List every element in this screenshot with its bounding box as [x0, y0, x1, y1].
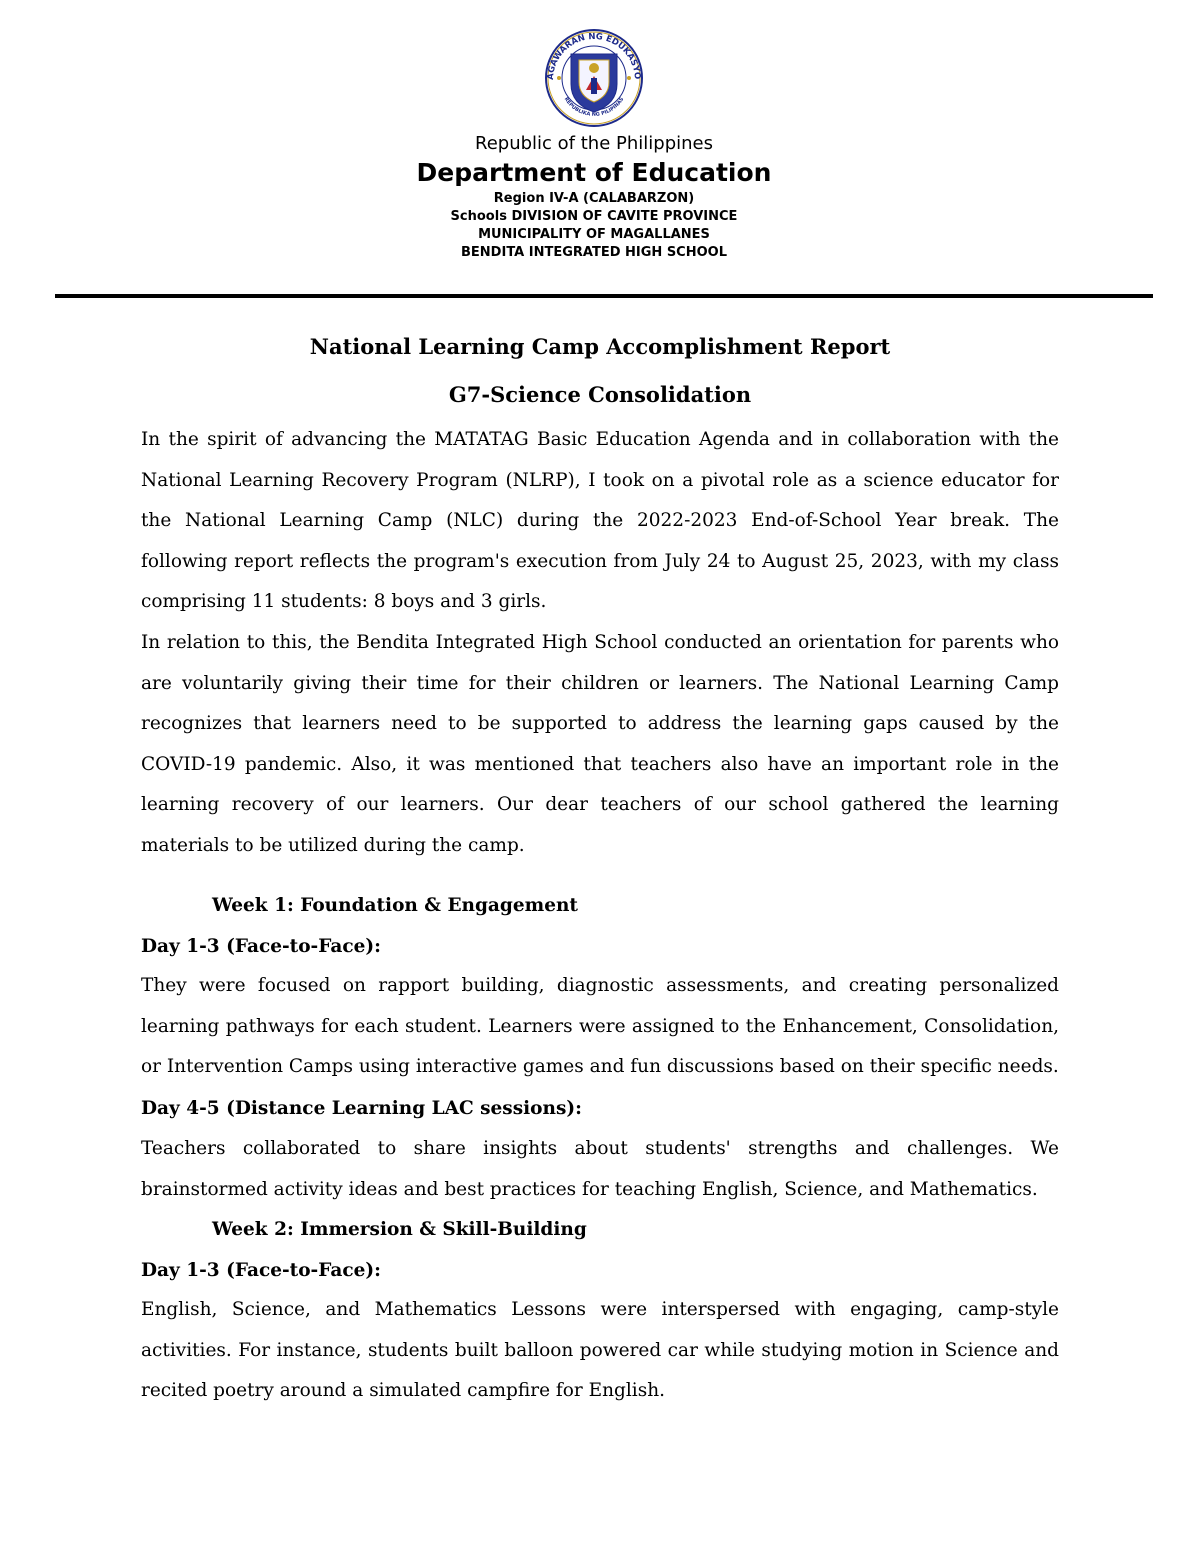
municipality-line: MUNICIPALITY OF MAGALLANES	[478, 227, 710, 242]
week1-day45-text: Teachers collaborated to share insights about students' strengths and challenges. We brainstormed activity ideas and best practices for teaching English, Science, and Mathematics.	[141, 1138, 1059, 1200]
seal-bottom-text: REPUBLIKA NG PILIPINAS	[562, 96, 626, 118]
orientation-paragraph: In relation to this, the Bendita Integrated High School conducted an orientation for parents who are voluntarily giving their time for their children or learners. The National Learning Camp recognizes that learners need to be supported to address the learning gaps caused by the COVID-19 pandemic. Also, it was mentioned that teachers also have an important role in the learning recovery of our learners. Our dear teachers of our school gathered the learning materials to be utilized during the camp.	[141, 632, 1059, 856]
region-line: Region IV-A (CALABARZON)	[493, 191, 695, 206]
week2-heading: Week 2: Immersion & Skill-Building	[212, 1219, 587, 1240]
week1-day13-text: They were focused on rapport building, diagnostic assessments, and creating personalized learning pathways for each student. Learners were assigned to the Enhancement, Consolidation, or Intervention Camps using interactive games and fun discussions based on their specific needs.	[141, 975, 1059, 1077]
header-divider	[55, 294, 1153, 298]
week2-day13-text: English, Science, and Mathematics Lessons were interspersed with engaging, camp-style activities. For instance, students built balloon powered car while studying motion in Science and recited poetry around a simulated campfire for English.	[141, 1299, 1059, 1401]
school-name: BENDITA INTEGRATED HIGH SCHOOL	[461, 245, 727, 260]
seal-top-text: AGAWARAN NG EDUKASYO	[545, 31, 643, 81]
week1-day45-heading: Day 4-5 (Distance Learning LAC sessions):	[141, 1098, 582, 1119]
week2-day13-heading: Day 1-3 (Face-to-Face):	[141, 1260, 381, 1281]
week1-heading: Week 1: Foundation & Engagement	[212, 895, 578, 916]
report-title: National Learning Camp Accomplishment Report	[309, 334, 891, 359]
republic-line: Republic of the Philippines	[475, 133, 713, 154]
intro-paragraph: In the spirit of advancing the MATATAG Basic Education Agenda and in collaboration with the National Learning Recovery Program (NLRP), I took on a pivotal role as a science educator for the National Learning Camp (NLC) during the 2022-2023 End-of-School Year break. The following report reflects the program's execution from July 24 to August 25, 2023, with my class comprising 11 students: 8 boys and 3 girls.	[141, 429, 1059, 612]
division-line: Schools DIVISION OF CAVITE PROVINCE	[450, 209, 738, 224]
deped-seal	[539, 28, 649, 128]
report-subtitle: G7-Science Consolidation	[448, 382, 752, 407]
department-name: Department of Education	[416, 158, 772, 187]
week1-day13-heading: Day 1-3 (Face-to-Face):	[141, 936, 381, 957]
